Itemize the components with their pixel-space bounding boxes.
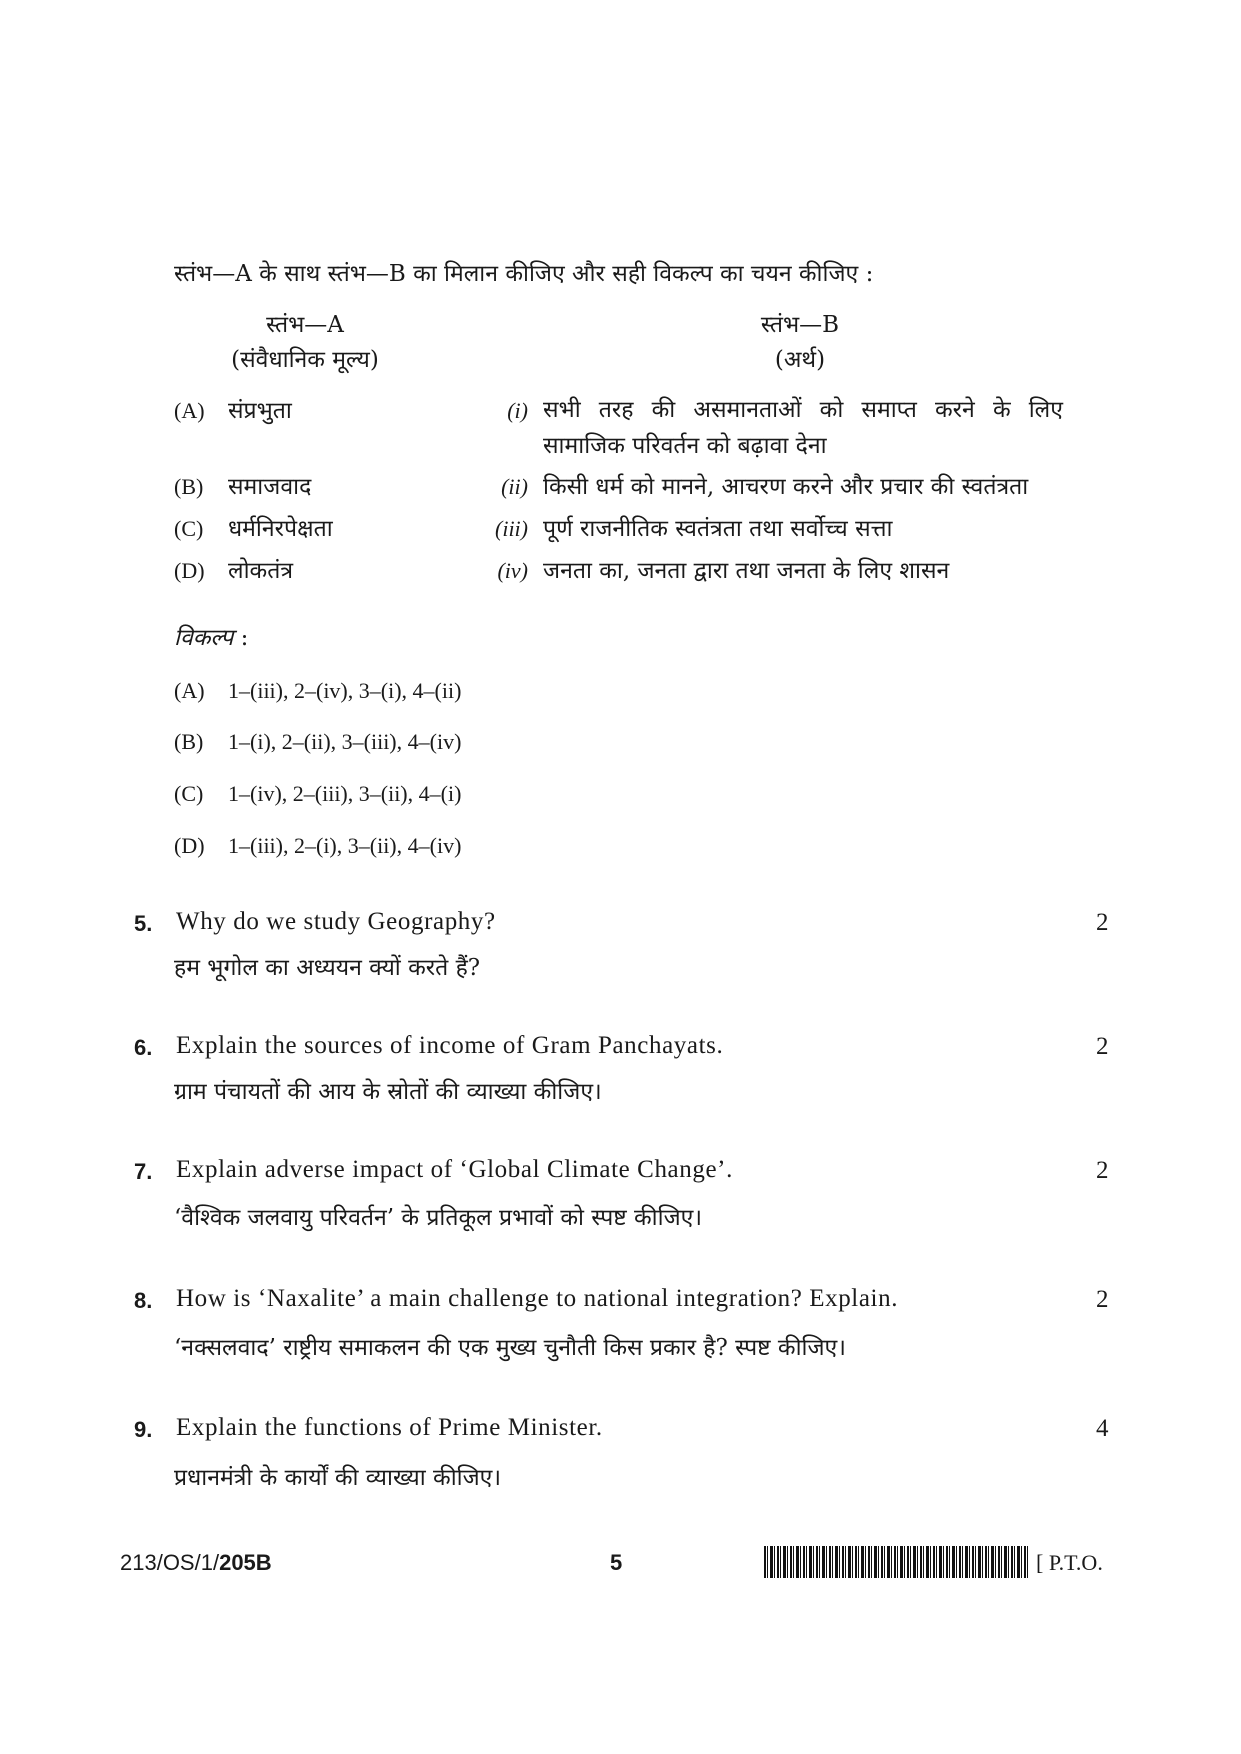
paper-code-prefix: 213/OS/1/: [120, 1550, 220, 1575]
match-row-c-label: (C): [174, 516, 204, 541]
option-a-text: 1–(iii), 2–(iv), 3–(i), 4–(ii): [228, 678, 462, 703]
pto-marker: [ P.T.O.: [1036, 1550, 1103, 1575]
match-row-iv-num: (iv): [497, 558, 528, 583]
question-9-english: Explain the functions of Prime Minister.: [176, 1414, 603, 1441]
match-row-a-label: (A): [174, 398, 205, 423]
column-a-subheading: (संवैधानिक मूल्य): [231, 347, 379, 373]
option-c-label: (C): [174, 781, 204, 806]
match-row-b-text: समाजवाद: [228, 474, 312, 500]
match-row-i-num: (i): [507, 398, 528, 423]
paper-code-bold: 205B: [219, 1550, 272, 1575]
question-9-number: 9.: [134, 1417, 153, 1442]
question-8-number: 8.: [134, 1288, 153, 1313]
match-row-iii-num: (iii): [495, 516, 528, 541]
question-8-hindi: ‘नक्सलवाद’ राष्ट्रीय समाकलन की एक मुख्य चुनौती किस प्रकार है? स्पष्ट कीजिए।: [174, 1335, 846, 1361]
question-9-marks: 4: [1096, 1415, 1109, 1442]
column-a-heading-text: स्तंभ—A: [266, 312, 344, 338]
question-5-hindi: हम भूगोल का अध्ययन क्यों करते हैं?: [174, 955, 481, 981]
question-6-number: 6.: [134, 1035, 153, 1060]
question-8-marks: 2: [1096, 1286, 1109, 1313]
barcode-image: [764, 1546, 1028, 1578]
question-7-number: 7.: [134, 1159, 153, 1184]
match-row-c-text: धर्मनिरपेक्षता: [228, 516, 333, 542]
question-8-english: How is ‘Naxalite’ a main challenge to national integration? Explain.: [176, 1285, 899, 1312]
question-6-marks: 2: [1096, 1033, 1109, 1060]
match-row-iii-text: पूर्ण राजनीतिक स्वतंत्रता तथा सर्वोच्च सत्ता: [543, 516, 893, 542]
question-6-english: Explain the sources of income of Gram Panchayats.: [176, 1032, 724, 1059]
option-c-text: 1–(iv), 2–(iii), 3–(ii), 4–(i): [228, 781, 462, 806]
question-5-number: 5.: [134, 911, 153, 936]
match-instruction: स्तंभ—A के साथ स्तंभ—B का मिलान कीजिए और सही विकल्प का चयन कीजिए :: [174, 261, 874, 287]
options-heading: [174, 623, 248, 653]
page-number: 5: [610, 1550, 623, 1575]
question-7-marks: 2: [1096, 1157, 1109, 1184]
question-9-hindi: प्रधानमंत्री के कार्यों की व्याख्या कीजिए।: [174, 1465, 502, 1491]
options-heading-text: विकल्प: [174, 625, 234, 651]
options-heading-colon: :: [240, 625, 249, 651]
match-row-d-label: (D): [174, 558, 205, 583]
match-row-iv-text: जनता का, जनता द्वारा तथा जनता के लिए शासन: [543, 558, 950, 584]
option-d-text: 1–(iii), 2–(i), 3–(ii), 4–(iv): [228, 833, 462, 858]
option-b-label: (B): [174, 729, 204, 754]
question-5-marks: 2: [1096, 909, 1109, 936]
question-5-english: Why do we study Geography?: [176, 908, 496, 935]
match-row-i-text: सभी तरह की असमानताओं को समाप्त करने के लिए सामाजिक परिवर्तन को बढ़ावा देना: [543, 397, 1063, 459]
paper-code: [120, 1550, 272, 1576]
column-a-heading: [220, 310, 390, 340]
question-6-hindi: ग्राम पंचायतों की आय के स्रोतों की व्याख्या कीजिए।: [174, 1079, 602, 1105]
question-7-english: Explain adverse impact of ‘Global Climate Change’.: [176, 1156, 733, 1183]
match-row-ii-num: (ii): [501, 474, 528, 499]
option-a-label: (A): [174, 678, 205, 703]
match-row-b-label: (B): [174, 474, 204, 499]
question-7-hindi: ‘वैश्विक जलवायु परिवर्तन’ के प्रतिकूल प्रभावों को स्पष्ट कीजिए।: [174, 1205, 703, 1231]
match-row-ii-text: किसी धर्म को मानने, आचरण करने और प्रचार की स्वतंत्रता: [543, 474, 1029, 500]
match-row-a-text: संप्रभुता: [228, 398, 292, 424]
option-b-text: 1–(i), 2–(ii), 3–(iii), 4–(iv): [228, 729, 462, 754]
column-b-subheading: (अर्थ): [774, 347, 826, 373]
column-b-heading: स्तंभ—B: [760, 312, 840, 338]
match-row-d-text: लोकतंत्र: [228, 558, 294, 584]
option-d-label: (D): [174, 833, 205, 858]
